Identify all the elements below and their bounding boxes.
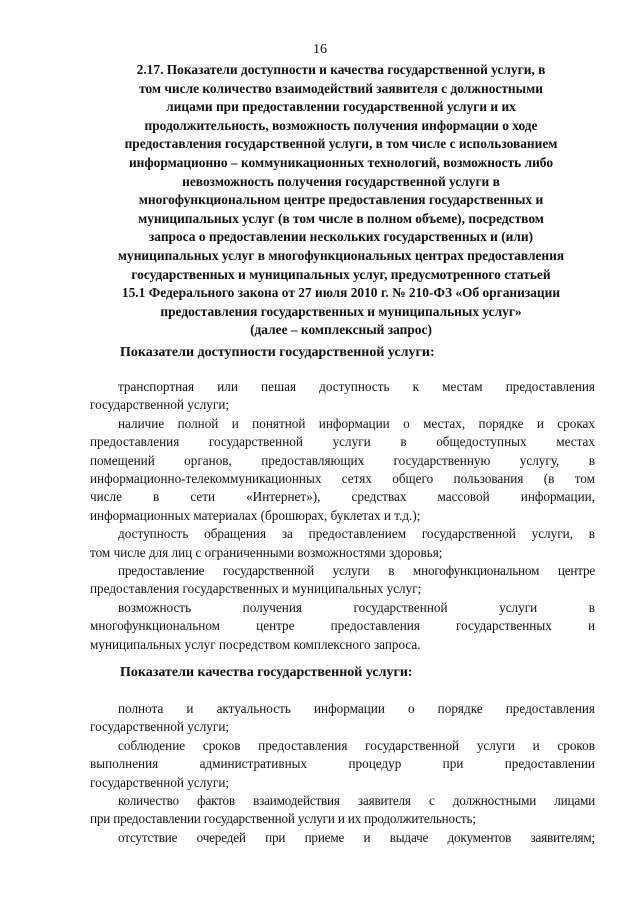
- text-line: доступность обращения за предоставлением государственной услуги, в: [118, 526, 595, 542]
- text-line: соблюдение сроков предоставления государственной услуги и сроков: [118, 737, 595, 753]
- text-line: государственной услуги;: [90, 719, 230, 735]
- text-line: предоставления государственной услуги в общедоступных местах: [90, 434, 595, 450]
- quality-subheading: Показатели качества государственной услуги:: [120, 665, 413, 680]
- heading-line: предоставления государственной услуги, в том числе с использованием: [124, 136, 558, 152]
- heading-line: лицами при предоставлении государственной услуги и их: [166, 99, 516, 115]
- heading-line: информационно – коммуникационных технологий, возможность либо: [128, 154, 554, 170]
- text-line: наличие полной и понятной информации о местах, порядке и сроках: [118, 415, 595, 431]
- text-line: количество фактов взаимодействия заявителя с должностными лицами: [118, 793, 595, 809]
- heading-line: невозможность получения государственной услуги в: [182, 173, 500, 189]
- availability-list: [90, 378, 595, 654]
- heading-line: муниципальных услуг (в том числе в полном объеме), посредством: [138, 210, 544, 226]
- text-line: транспортная или пешая доступность к местам предоставления: [118, 379, 595, 394]
- text-line: информационно-телекоммуникационных сетях общего пользования (в том: [90, 471, 595, 487]
- text-line: выполнения административных процедур при предоставлении: [90, 756, 595, 772]
- text-line: полнота и актуальность информации о порядке предоставления: [118, 701, 595, 716]
- heading-line: 15.1 Федерального закона от 27 июля 2010 г. № 210-ФЗ «Об организации: [121, 285, 561, 301]
- heading-line: 2.17. Показатели доступности и качества государственной услуги, в: [136, 62, 546, 77]
- quality-list: [90, 700, 595, 847]
- text-line: отсутствие очередей при приеме и выдаче документов заявителям;: [118, 829, 595, 845]
- text-line: числе в сети «Интернет»), средствах массовой информации,: [90, 489, 595, 505]
- text-line: предоставление государственной услуги в многофункциональном центре: [118, 563, 595, 579]
- text-line: при предоставлении государственной услуги и их продолжительность;: [90, 811, 476, 827]
- heading-line: многофункциональном центре предоставления государственных и: [138, 192, 544, 208]
- heading-line: (далее – комплексный запрос): [250, 322, 432, 338]
- text-line: многофункциональном центре предоставления государственных и: [90, 618, 595, 634]
- heading-line: муниципальных услуг в многофункциональных центрах предоставления: [117, 247, 565, 263]
- heading-line: том числе количество взаимодействий заявителя с должностными: [139, 80, 543, 96]
- text-line: государственной услуги;: [90, 397, 230, 413]
- heading-line: запроса о предоставлении нескольких государственных и (или): [148, 229, 534, 245]
- section-heading: [86, 61, 596, 340]
- text-line: информационных материалах (брошюрах, буклетах и т.д.);: [90, 507, 421, 523]
- heading-line: государственных и муниципальных услуг, предусмотренного статьей: [131, 266, 551, 282]
- text-line: том числе для лиц с ограниченными возможностями здоровья;: [90, 544, 443, 560]
- text-line: помещений органов, предоставляющих государственную услугу, в: [90, 452, 595, 468]
- text-line: муниципальных услуг посредством комплексного запроса.: [90, 636, 421, 652]
- availability-subheading: Показатели доступности государственной услуги:: [120, 345, 435, 360]
- text-line: государственной услуги;: [90, 774, 230, 790]
- text-line: возможность получения государственной услуги в: [118, 599, 595, 615]
- page-number: 16: [313, 42, 327, 57]
- text-line: предоставления государственных и муниципальных услуг;: [90, 581, 422, 597]
- heading-line: предоставления государственных и муниципальных услуг»: [160, 303, 522, 319]
- heading-line: продолжительность, возможность получения информации о ходе: [144, 117, 538, 133]
